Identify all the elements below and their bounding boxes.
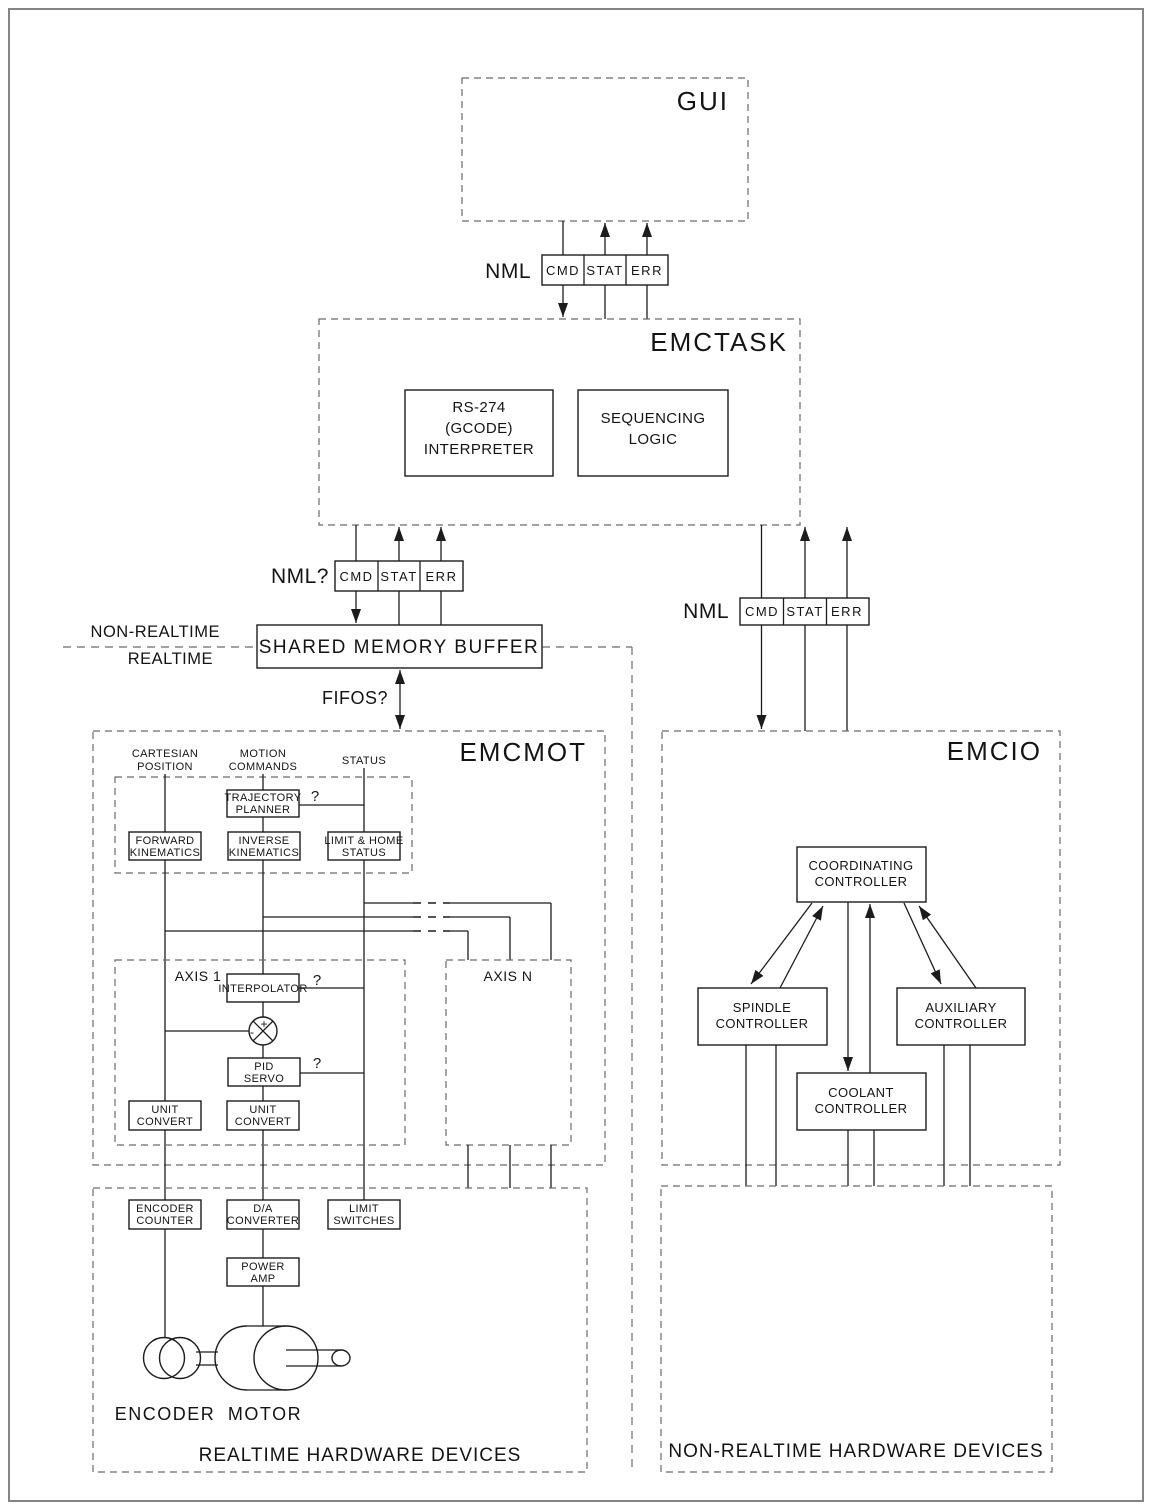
shared-memory-buffer-label: SHARED MEMORY BUFFER [258, 637, 540, 658]
nml-io-err: ERR [831, 604, 863, 619]
realtime-hardware-section [93, 1188, 587, 1472]
power-amp-line2: AMP [250, 1273, 276, 1285]
pid-question: ? [312, 1055, 322, 1072]
da-converter-line2: CONVERTER [226, 1215, 300, 1227]
nml-gui-label: NML [485, 260, 531, 283]
motion-commands-label: MOTION [239, 748, 287, 760]
cartesian-position-label2: POSITION [137, 761, 193, 773]
interpreter-line3: INTERPRETER [423, 441, 535, 458]
interpolator-label: INTERPOLATOR [218, 983, 308, 995]
axis1-label: AXIS 1 [174, 968, 222, 984]
nonrealtime-hardware-section [661, 1186, 1052, 1472]
unit-convert-mid-line1: UNIT [249, 1104, 277, 1116]
interpolator-question: ? [312, 972, 322, 989]
nml-task-err: ERR [425, 569, 458, 584]
forward-line2: KINEMATICS [129, 847, 201, 859]
pid-line1: PID [254, 1061, 274, 1073]
encoder-counter-line1: ENCODER [136, 1203, 194, 1215]
realtime-hardware-box [93, 1188, 587, 1472]
status-column-label: STATUS [341, 755, 387, 767]
axisn-box [446, 960, 571, 1145]
nml-io-stat: STAT [786, 604, 824, 619]
limit-home-line1: LIMIT & HOME [324, 835, 404, 847]
trajectory-line2: PLANNER [235, 804, 291, 816]
nml-task-label: NML? [270, 565, 329, 588]
nml-io-channel [683, 525, 869, 731]
limit-switches-line1: LIMIT [348, 1203, 380, 1215]
nml-task-channel [271, 525, 463, 625]
nml-gui-cmd: CMD [545, 263, 581, 278]
pid-line2: SERVO [243, 1073, 285, 1085]
limit-home-line2: STATUS [341, 847, 387, 859]
coolant-line1: COOLANT [828, 1085, 894, 1100]
coordinating-line2: CONTROLLER [814, 874, 908, 889]
encoder-label: ENCODER [114, 1404, 216, 1424]
trajectory-question: ? [310, 788, 320, 805]
axisn-label: AXIS N [483, 968, 533, 984]
auxiliary-line2: CONTROLLER [914, 1016, 1008, 1031]
realtime-hardware-caption: REALTIME HARDWARE DEVICES [198, 1445, 522, 1466]
emctask-section [319, 319, 800, 525]
inverse-line2: KINEMATICS [228, 847, 300, 859]
gui-title: GUI [676, 86, 729, 116]
nml-gui-stat: STAT [586, 263, 624, 278]
axisn-group [446, 960, 571, 1188]
axisn-feed-lines [165, 903, 551, 960]
da-converter-line1: D/A [253, 1203, 273, 1215]
summing-junction [249, 1017, 277, 1045]
sequencing-line2: LOGIC [628, 431, 678, 448]
emcmot-title: EMCMOT [459, 737, 587, 767]
emcmot-section [93, 731, 605, 1338]
sum-plus-sign: + [260, 1017, 268, 1031]
coolant-line2: CONTROLLER [814, 1101, 908, 1116]
divider-realtime-label: REALTIME [127, 650, 213, 668]
sum-minus-sign: - [250, 1025, 254, 1039]
cartesian-position-label: CARTESIAN [131, 748, 199, 760]
interpreter-line1: RS-274 [452, 399, 506, 416]
inverse-line1: INVERSE [238, 835, 290, 847]
trajectory-line1: TRAJECTORY [224, 792, 302, 804]
emcio-title: EMCIO [946, 736, 1042, 766]
nonrealtime-hardware-caption: NON-REALTIME HARDWARE DEVICES [668, 1441, 1044, 1462]
spindle-line1: SPINDLE [732, 1000, 792, 1015]
unit-convert-left-line2: CONVERT [136, 1116, 194, 1128]
axis1-group [115, 960, 405, 1145]
divider-nonrealtime-label: NON-REALTIME [90, 623, 220, 641]
encoder-counter-line2: COUNTER [136, 1215, 194, 1227]
spindle-line2: CONTROLLER [715, 1016, 809, 1031]
encoder-drawing [144, 1338, 219, 1379]
motor-label: MOTOR [227, 1404, 303, 1424]
nml-task-stat: STAT [380, 569, 418, 584]
emctask-title: EMCTASK [650, 327, 788, 357]
nml-gui-channel [485, 221, 668, 319]
nml-task-cmd: CMD [339, 569, 374, 584]
nml-gui-err: ERR [631, 263, 663, 278]
emcmot-box [93, 731, 605, 1165]
motion-commands-label2: COMMANDS [228, 761, 298, 773]
nml-io-label: NML [683, 600, 729, 623]
coordinating-line1: COORDINATING [808, 858, 914, 873]
emcio-section [662, 731, 1060, 1186]
power-amp-line1: POWER [241, 1261, 285, 1273]
motor-drawing [215, 1326, 350, 1390]
shared-memory-buffer [257, 625, 542, 668]
unit-convert-left-line1: UNIT [151, 1104, 179, 1116]
nonrealtime-hardware-box [661, 1186, 1052, 1472]
gui-section [462, 78, 748, 221]
auxiliary-line1: AUXILIARY [925, 1000, 997, 1015]
nml-io-cmd: CMD [744, 604, 780, 619]
forward-line1: FORWARD [135, 835, 195, 847]
sequencing-line1: SEQUENCING [600, 410, 706, 427]
fifos-link [322, 670, 400, 729]
limit-switches-line2: SWITCHES [333, 1215, 395, 1227]
unit-convert-mid-line2: CONVERT [234, 1116, 292, 1128]
interpreter-line2: (GCODE) [445, 420, 513, 437]
fifos-label: FIFOS? [321, 688, 388, 708]
